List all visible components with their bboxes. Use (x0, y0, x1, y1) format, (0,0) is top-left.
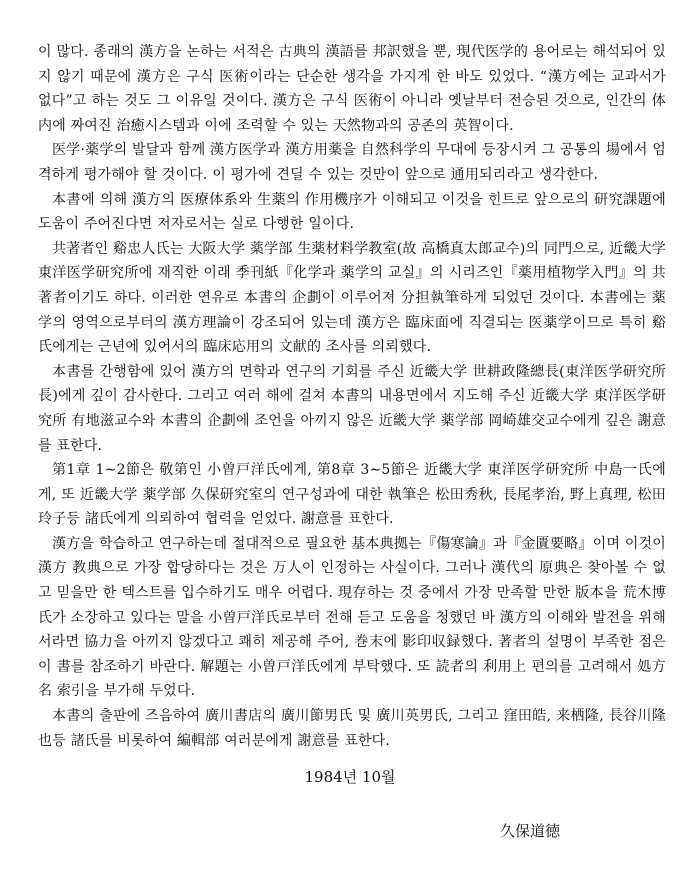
paragraph-3: 本書에 의해 漢方의 医療体系와 生薬의 作用機序가 이해되고 이것을 힌트로 앞으로의 研究課題에 도움이 주어진다면 저자로서는 실로 다행한 일이다. (38, 191, 666, 233)
paragraph-5: 本書를 간행함에 있어 漢方의 면학과 연구의 기회를 주신 近畿大学 世耕政隆總長(東洋医学研究所長)에게 깊이 감사한다. 그리고 여러 해에 걸쳐 本書의 내용면에서 지도해 주신 近畿大学 東洋医学研究所 有地滋교수와 本書의 企劃에 조언을 아끼지 않은 近畿大学 薬学部 岡崎雄交교수에게 깊은 謝意를 표한다. (38, 363, 666, 454)
author-signature: 久保道徳 (500, 822, 561, 840)
paragraph-7: 漢方을 학습하고 연구하는데 절대적으로 필요한 基本典拠는『傷寒論』과『金匱要略』이며 이것이 漢方 教典으로 가장 합당하다는 것은 万人이 인정하는 사실이다. 그러나 漢代의 原典은 찾아볼 수 없고 믿을만 한 텍스트를 입수하기도 매우 어렵다. 現存하는 것 중에서 가장 만족할 만한 版本을 荒木博氏가 소장하고 있다는 말을 小曽戸洋氏로부터 전해 듣고 도움을 청했던 바 漢方의 이해와 발전을 위해서라면 協力을 아끼지 않겠다고 쾌히 제공해 주어, 巻末에 影印収録했다. 著者의 설명이 부족한 점은 이 書를 참조하기 바란다. 解題는 小曽戸洋氏에게 부탁했다. 또 読者의 利用上 편의를 고려해서 処方名 索引을 부가해 두었다. (38, 535, 666, 700)
body-text (38, 40, 666, 753)
paragraph-2: 医学·薬学의 발달과 함께 漢方医学과 漢方用薬을 自然科学의 무대에 등장시켜 그 공통의 場에서 엄격하게 평가해야 할 것이다. 이 평가에 견딜 수 있는 것만이 앞으로 通用되리라고 생각한다. (38, 142, 666, 183)
paragraph-8: 本書의 출판에 즈음하여 廣川書店의 廣川節男氏 및 廣川英男氏, 그리고 窪田皓, 来栖隆, 長谷川隆也등 諸氏를 비롯하여 編輯部 여러분에게 謝意를 표한다. (38, 708, 666, 749)
paragraph-1: 이 많다. 종래의 漢方을 논하는 서적은 古典의 漢語를 邦訳했을 뿐, 現代医学的 용어로는 해석되어 있지 않기 때문에 漢方은 구식 医術이라는 단순한 생각을 가지게 한 바도 있었다. “漢方에는 교과서가 없다”고 하는 것도 그 이유일 것이다. 漢方은 구식 医術이 아니라 옛날부터 전승된 것으로, 인간의 体内에 짜여진 治癒시스템과 이에 조력할 수 있는 天然物과의 공존의 英智이다. (38, 44, 666, 134)
paragraph-4: 共著者인 谿忠人氏는 大阪大学 薬学部 生薬材料学教室(故 高橋真太郎교수)의 同門으로, 近畿大学 東洋医学研究所에 재직한 이래 季刊紙『化学과 薬学의 교실』의 시리즈인『薬用植物学入門』의 共著者이기도 하다. 이러한 연유로 本書의 企劃이 이루어져 分担執筆하게 되었던 것이다. 本書에는 薬学의 영역으로부터의 漢方理論이 강조되어 있는데 漢方은 臨床面에 직결되는 医薬学이므로 특히 谿氏에게는 근년에 있어서의 臨床応用의 文献的 조사를 의뢰했다. (38, 240, 666, 356)
date-line: 1984년 10월 (304, 768, 396, 786)
paragraph-6: 第1章 1∼2節은 敬第인 小曽戸洋氏에게, 第8章 3∼5節은 近畿大学 東洋医学研究所 中島一氏에게, 또 近畿大学 薬学部 久保研究室의 연구성과에 대한 執筆은 松田秀秋, 長尾孝治, 野上真理, 松田玲子등 諸氏에게 의뢰하여 협력을 얻었다. 謝意를 표한다. (38, 462, 666, 528)
